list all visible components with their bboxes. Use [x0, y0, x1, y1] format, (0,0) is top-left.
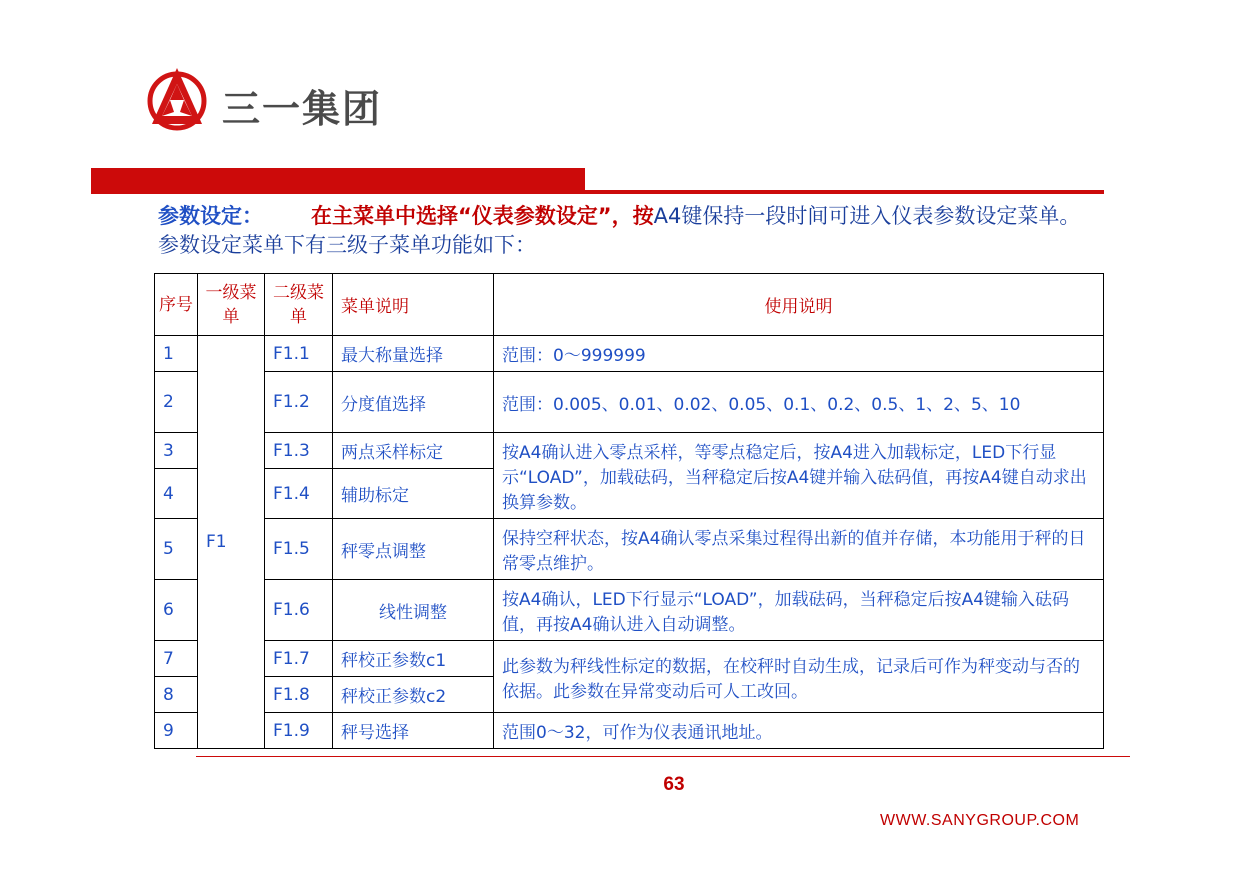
row-code: F1.2 [265, 372, 333, 433]
sany-triangle-logo-icon [146, 66, 208, 134]
header-level1: 一级菜单 [198, 274, 265, 336]
row-seq: 7 [155, 641, 198, 677]
page-number: 63 [663, 774, 685, 795]
row-usage: 范围：0～999999 [494, 336, 1104, 372]
header-level2: 二级菜单 [265, 274, 333, 336]
row-name: 分度值选择 [333, 372, 494, 433]
row-usage: 范围：0.005、0.01、0.02、0.05、0.1、0.2、0.5、1、2、5、10 [494, 372, 1104, 433]
table-row [155, 433, 1104, 469]
row-usage-merged: 此参数为秤线性标定的数据，在校秤时自动生成，记录后可作为秤变动与否的依据。此参数在异常变动后可人工改回。 [494, 641, 1104, 713]
row-name: 秤校正参数c2 [333, 677, 494, 713]
brand-name: 三一集团 [222, 87, 383, 131]
row-seq: 8 [155, 677, 198, 713]
row-seq: 5 [155, 519, 198, 580]
row-name: 辅助标定 [333, 469, 494, 519]
intro-label: 参数设定： [158, 204, 263, 228]
row-seq: 9 [155, 713, 198, 749]
table-header-row [155, 274, 1104, 336]
row-code: F1.1 [265, 336, 333, 372]
table-row [155, 519, 1104, 580]
intro-paragraph [158, 202, 1098, 260]
row-name: 最大称量选择 [333, 336, 494, 372]
row-code: F1.8 [265, 677, 333, 713]
row-name: 线性调整 [333, 580, 494, 641]
intro-lead: 在主菜单中选择“仪表参数设定”，按 [311, 204, 654, 228]
row-code: F1.7 [265, 641, 333, 677]
row-usage-merged: 按A4确认进入零点采样，等零点稳定后，按A4进入加载标定，LED下行显示“LOAD”，加载砝码，当秤稳定后按A4键并输入砝码值，再按A4键自动求出换算参数。 [494, 433, 1104, 519]
row-code: F1.5 [265, 519, 333, 580]
row-usage: 范围0～32，可作为仪表通讯地址。 [494, 713, 1104, 749]
row-seq: 2 [155, 372, 198, 433]
row-seq: 1 [155, 336, 198, 372]
header-menu-desc: 菜单说明 [333, 274, 494, 336]
header-bar [91, 168, 585, 194]
row-seq: 3 [155, 433, 198, 469]
level1-cell: F1 [198, 336, 265, 749]
row-seq: 6 [155, 580, 198, 641]
row-name: 两点采样标定 [333, 433, 494, 469]
row-usage: 按A4确认，LED下行显示“LOAD”，加载砝码，当秤稳定后按A4键输入砝码值，再按A4确认进入自动调整。 [494, 580, 1104, 641]
row-name: 秤校正参数c1 [333, 641, 494, 677]
header-rule [585, 190, 1104, 194]
table-row [155, 713, 1104, 749]
table-row [155, 372, 1104, 433]
row-name: 秤号选择 [333, 713, 494, 749]
table-row [155, 641, 1104, 677]
table-row [155, 336, 1104, 372]
footer-rule [196, 756, 1130, 757]
header-usage: 使用说明 [494, 274, 1104, 336]
header-seq: 序号 [155, 274, 198, 336]
website-link[interactable]: WWW.SANYGROUP.COM [880, 812, 1080, 829]
row-code: F1.9 [265, 713, 333, 749]
row-code: F1.4 [265, 469, 333, 519]
row-seq: 4 [155, 469, 198, 519]
row-code: F1.6 [265, 580, 333, 641]
parameter-menu-table [154, 273, 1104, 749]
row-usage: 保持空秤状态，按A4确认零点采集过程得出新的值并存储，本功能用于秤的日常零点维护。 [494, 519, 1104, 580]
row-code: F1.3 [265, 433, 333, 469]
table-row [155, 580, 1104, 641]
row-name: 秤零点调整 [333, 519, 494, 580]
intro-body: A4键保持一段时间可进入仪表参数设定菜单。参数设定菜单下有三级子菜单功能如下： [158, 204, 1081, 257]
